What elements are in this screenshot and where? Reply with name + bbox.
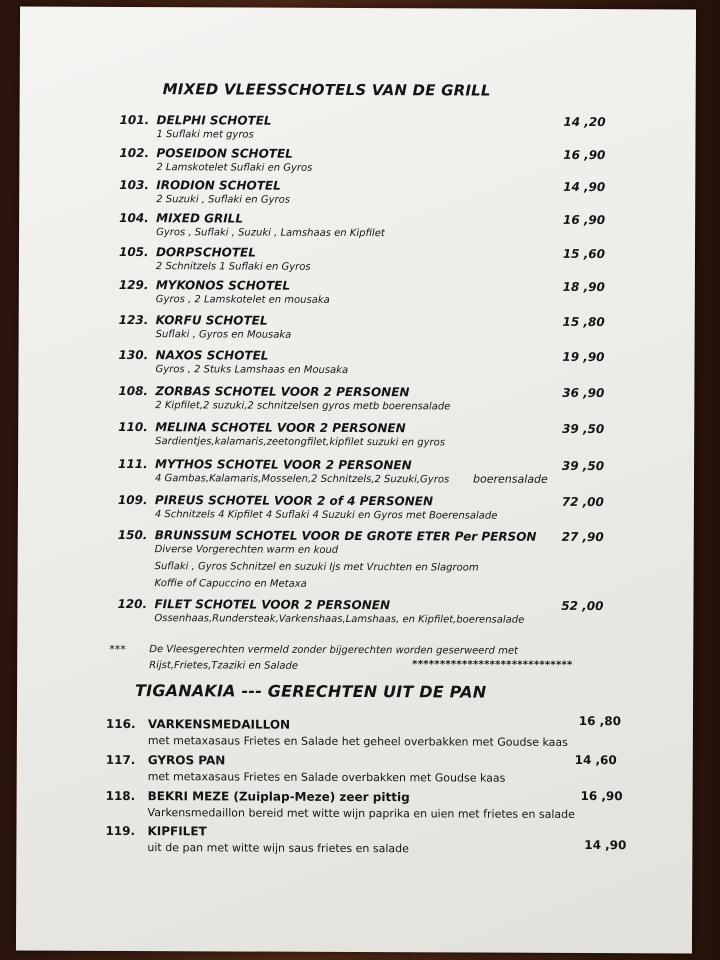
item-price: 36 ,90 xyxy=(562,385,605,401)
section-title-pan: TIGANAKIA --- GERECHTEN UIT DE PAN xyxy=(135,681,487,702)
item-number: 120. xyxy=(117,596,148,612)
item-price: 16 ,80 xyxy=(578,713,621,729)
item-number: 118. xyxy=(105,788,136,804)
note-line-1: De Vleesgerechten vermeld zonder bijgerechten worden geserweerd met xyxy=(149,644,518,657)
item-price: 15 ,80 xyxy=(562,314,605,330)
item-price: 15 ,60 xyxy=(562,246,606,262)
item-number: 130. xyxy=(118,347,149,363)
item-number: 109. xyxy=(117,492,148,508)
item-price: 16 ,90 xyxy=(562,212,606,228)
item-number: 117. xyxy=(105,752,136,768)
item-price: 16 ,90 xyxy=(580,788,623,804)
item-extra: boerensalade xyxy=(472,472,548,486)
item-number: 129. xyxy=(118,277,149,293)
item-description: 2 Lamskotelet Suflaki en Gyros xyxy=(156,162,313,174)
item-description: Sardientjes,kalamaris,zeetongfilet,kipfilet suzuki en gyros xyxy=(155,436,446,449)
item-name: VARKENSMEDAILLON xyxy=(147,717,291,732)
item-name: ZORBAS SCHOTEL VOOR 2 PERSONEN xyxy=(155,384,410,400)
item-number: 101. xyxy=(119,112,150,128)
item-number: 119. xyxy=(105,823,136,839)
item-description: met metaxasaus Frietes en Salade overbakken met Goudse kaas xyxy=(147,770,506,785)
item-description: Suflaki , Gyros Schnitzel en suzuki Ijs met Vruchten en Slagroom xyxy=(154,561,479,574)
item-name: POSEIDON SCHOTEL xyxy=(156,146,293,161)
item-name: DELPHI SCHOTEL xyxy=(156,113,272,128)
item-description: Suflaki , Gyros en Mousaka xyxy=(155,329,292,341)
item-description: 2 Kipfilet,2 suzuki,2 schnitzelsen gyros metb boerensalade xyxy=(155,400,451,413)
item-price: 14 ,20 xyxy=(563,114,606,130)
item-number: 104. xyxy=(119,210,149,226)
item-description: 1 Suflaki met gyros xyxy=(156,129,254,141)
item-price: 14 ,90 xyxy=(563,179,606,195)
item-price: 18 ,90 xyxy=(562,279,605,295)
item-description: Varkensmedaillon bereid met witte wijn paprika en uien met frietes en salade xyxy=(147,806,575,821)
item-name: PIREUS SCHOTEL VOOR 2 of 4 PERSONEN xyxy=(154,493,434,509)
item-name: MYKONOS SCHOTEL xyxy=(155,278,291,293)
item-number: 116. xyxy=(105,716,136,732)
item-description: met metaxasaus Frietes en Salade het geheel overbakken met Goudse kaas xyxy=(147,734,568,749)
item-name: FILET SCHOTEL VOOR 2 PERSONEN xyxy=(154,597,391,613)
note-separator-stars: ***************************** xyxy=(412,659,573,671)
note-marker: *** xyxy=(109,642,126,656)
item-name: KORFU SCHOTEL xyxy=(155,313,268,328)
item-name: NAXOS SCHOTEL xyxy=(155,348,269,363)
item-number: 123. xyxy=(118,312,149,328)
item-description: Gyros , Suflaki , Suzuki , Lamshaas en Kipfilet xyxy=(156,227,385,240)
item-number: 111. xyxy=(118,456,148,472)
item-number: 103. xyxy=(119,177,149,193)
menu-sheet xyxy=(16,7,696,954)
item-name: MELINA SCHOTEL VOOR 2 PERSONEN xyxy=(155,420,406,436)
item-description: Diverse Vorgerechten warm en koud xyxy=(154,544,339,556)
item-price: 14 ,60 xyxy=(574,752,617,768)
section-title-grill: MIXED VLEESSCHOTELS VAN DE GRILL xyxy=(162,80,491,100)
item-description: 4 Gambas,Kalamaris,Mosselen,2 Schnitzels,2 Suzuki,Gyros xyxy=(154,473,450,486)
item-name: DORPSCHOTEL xyxy=(155,245,256,260)
item-name: GYROS PAN xyxy=(147,753,226,768)
item-description: 2 Schnitzels 1 Suflaki en Gyros xyxy=(155,261,311,273)
item-description: Koffie of Capuccino en Metaxa xyxy=(154,578,307,590)
item-price: 27 ,90 xyxy=(561,529,604,545)
item-number: 102. xyxy=(119,145,150,161)
item-name: BRUNSSUM SCHOTEL VOOR DE GROTE ETER Per PERSON xyxy=(154,528,537,544)
item-price: 14 ,90 xyxy=(584,837,627,853)
item-name: MYTHOS SCHOTEL VOOR 2 PERSONEN xyxy=(155,457,412,473)
item-price: 19 ,90 xyxy=(562,349,605,365)
item-price: 72 ,00 xyxy=(561,494,604,510)
item-price: 52 ,00 xyxy=(561,598,604,614)
item-name: KIPFILET xyxy=(147,824,207,839)
item-number: 110. xyxy=(118,419,148,435)
item-number: 150. xyxy=(117,527,148,543)
item-description: Gyros , 2 Lamskotelet en mousaka xyxy=(155,294,330,306)
item-price: 16 ,90 xyxy=(563,147,606,163)
item-name: MIXED GRILL xyxy=(156,211,244,226)
item-description: Gyros , 2 Stuks Lamshaas en Mousaka xyxy=(155,364,349,376)
item-name: IRODION SCHOTEL xyxy=(156,178,281,193)
note-line-2: Rijst,Frietes,Tzaziki en Salade xyxy=(149,660,299,672)
item-description: uit de pan met witte wijn saus frietes en salade xyxy=(147,841,409,856)
item-description: Ossenhaas,Rundersteak,Varkenshaas,Lamshaas, en Kipfilet,boerensalade xyxy=(154,613,525,626)
item-description: 2 Suzuki , Suflaki en Gyros xyxy=(156,194,290,206)
item-description: 4 Schnitzels 4 Kipfilet 4 Suflaki 4 Suzuki en Gyros met Boerensalade xyxy=(154,509,498,522)
item-name: BEKRI MEZE (Zuiplap-Meze) zeer pittig xyxy=(147,789,410,805)
item-number: 108. xyxy=(118,383,149,399)
item-price: 39 ,50 xyxy=(562,421,605,437)
item-price: 39 ,50 xyxy=(561,458,605,474)
item-number: 105. xyxy=(118,244,149,260)
